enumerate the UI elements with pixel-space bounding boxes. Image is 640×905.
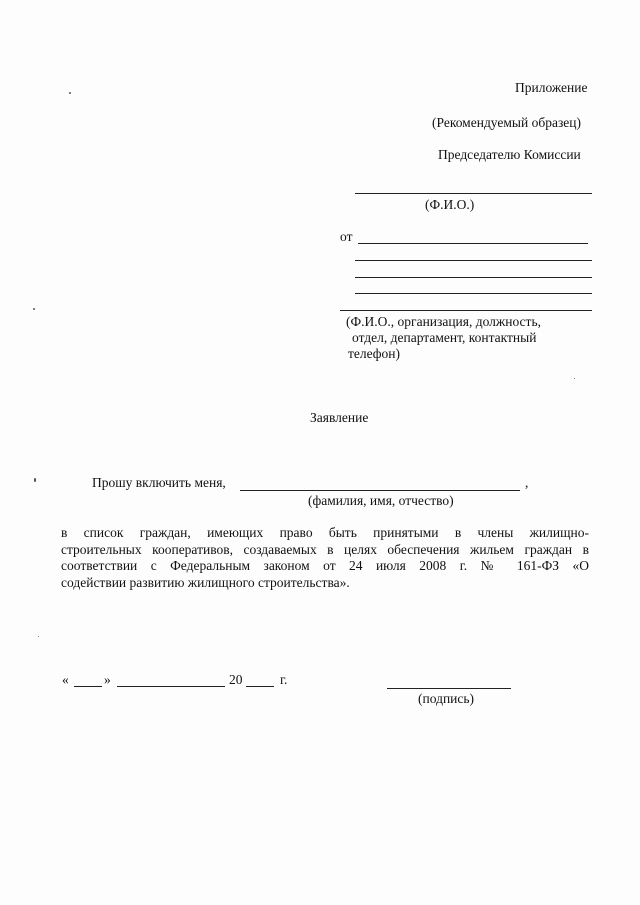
applicant-caption-line-2: отдел, департамент, контактный bbox=[352, 330, 537, 345]
full-name-caption: (фамилия, имя, отчество) bbox=[308, 493, 454, 508]
request-body bbox=[61, 525, 589, 591]
applicant-caption-line-1: (Ф.И.О., организация, должность, bbox=[346, 314, 541, 329]
date-year-suffix: г. bbox=[280, 672, 288, 687]
date-quote-close: » bbox=[104, 672, 111, 687]
body-line: строительных кооперативов, создаваемых в целях обеспечения жильем граждан в bbox=[61, 541, 589, 557]
scan-speck bbox=[33, 308, 35, 310]
full-name-line bbox=[240, 490, 520, 491]
signature-line bbox=[387, 688, 511, 689]
signature-caption: (подпись) bbox=[418, 691, 475, 706]
request-lead: Прошу включить меня, bbox=[92, 475, 226, 490]
body-line: в список граждан, имеющих право быть принятыми в члены жилищно- bbox=[61, 525, 589, 540]
chairman-name-line bbox=[355, 193, 592, 194]
fio-caption: (Ф.И.О.) bbox=[425, 197, 475, 212]
sample-label: (Рекомендуемый образец) bbox=[432, 115, 581, 130]
from-label: от bbox=[340, 229, 353, 244]
applicant-line-2 bbox=[355, 260, 592, 261]
applicant-line-4 bbox=[355, 293, 592, 294]
scan-speck bbox=[574, 378, 575, 379]
request-comma: , bbox=[525, 475, 529, 490]
appendix-label: Приложение bbox=[515, 80, 588, 95]
addressee-label: Председателю Комиссии bbox=[438, 147, 581, 162]
date-year-prefix: 20 bbox=[229, 672, 243, 687]
date-day-line bbox=[74, 686, 102, 687]
body-line: содействии развитию жилищного строительства». bbox=[61, 574, 350, 590]
applicant-line-3 bbox=[355, 277, 592, 278]
document-title: Заявление bbox=[310, 410, 369, 425]
applicant-caption-line-3: телефон) bbox=[348, 346, 401, 361]
applicant-line-5 bbox=[340, 310, 592, 311]
body-line: соответствии с Федеральным законом от 24 июля 2008 г. № 161-ФЗ «О bbox=[61, 558, 589, 573]
scan-speck bbox=[38, 636, 39, 637]
scan-speck bbox=[34, 478, 36, 482]
date-quote-open: « bbox=[62, 672, 69, 687]
applicant-line-1 bbox=[358, 243, 588, 244]
scan-speck bbox=[69, 92, 71, 94]
date-year-line bbox=[246, 686, 274, 687]
date-month-line bbox=[117, 686, 225, 687]
